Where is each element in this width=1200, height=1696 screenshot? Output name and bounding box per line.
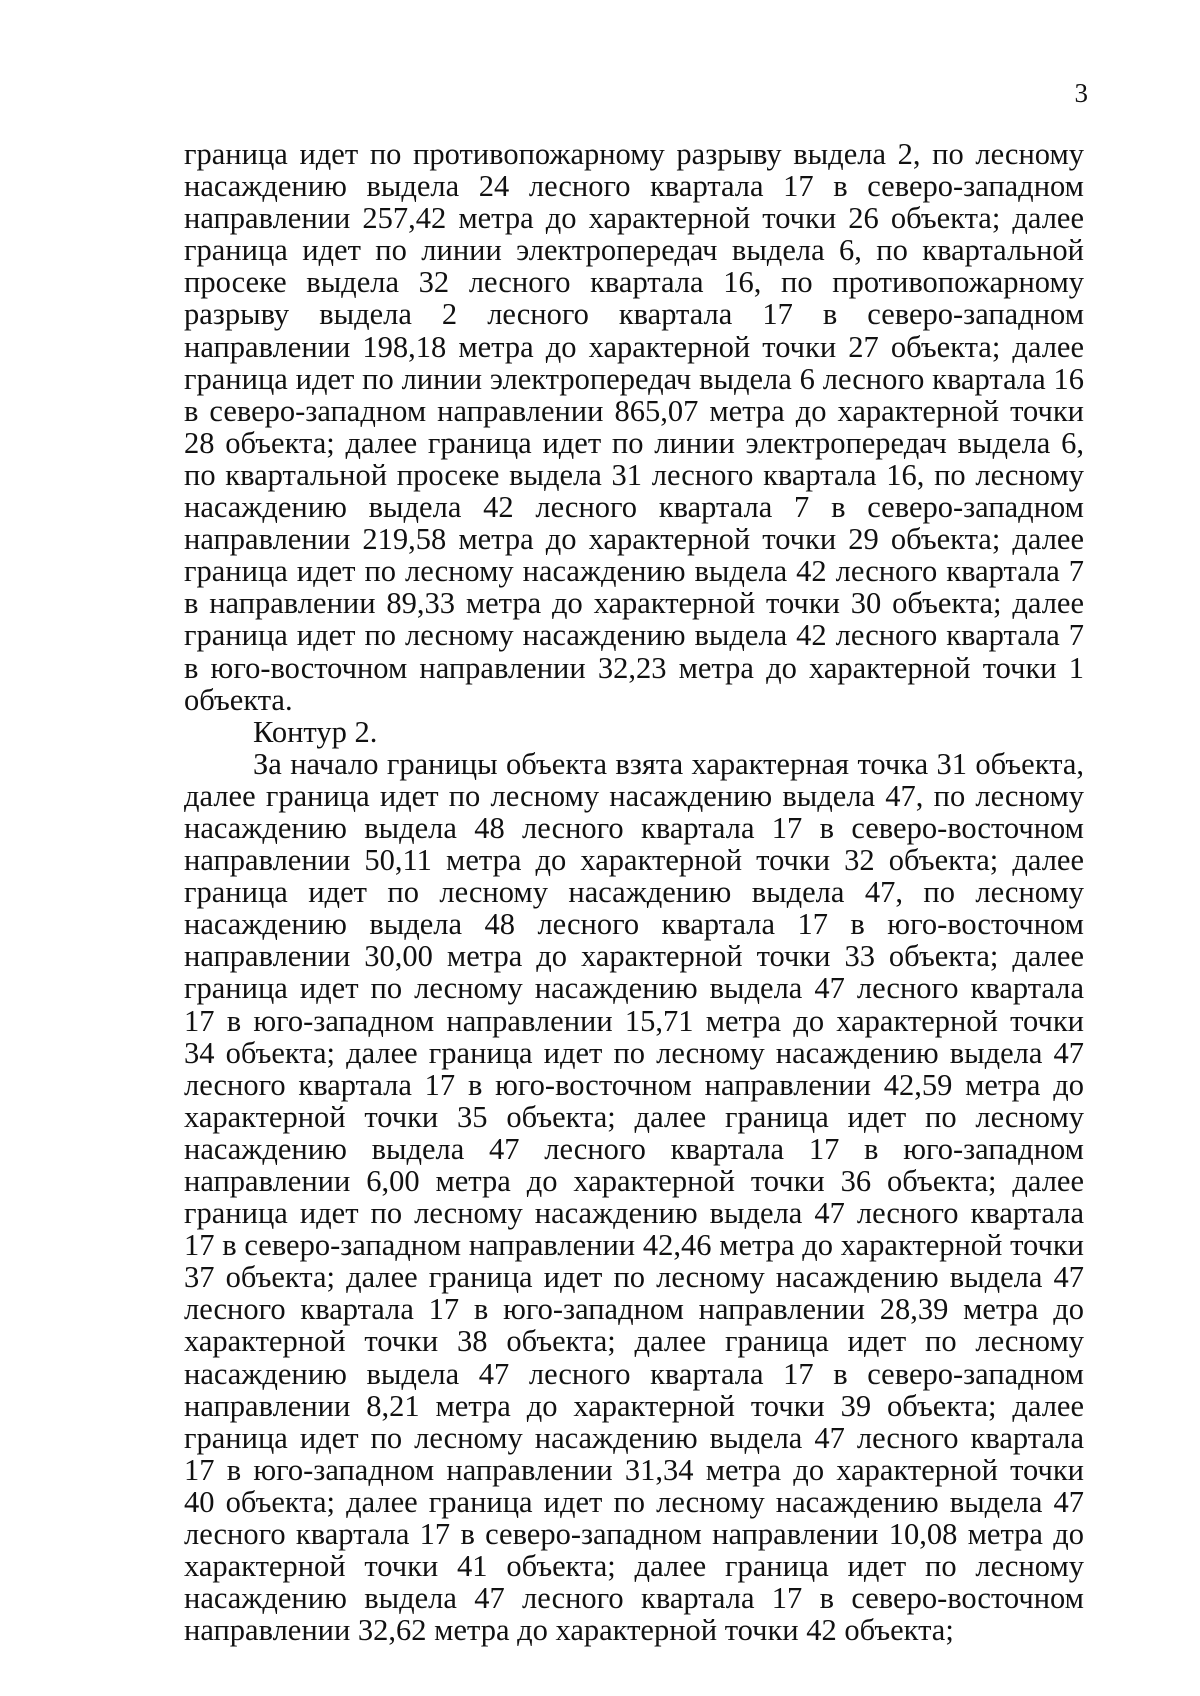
paragraph-contour-2: За начало границы объекта взята характерная точка 31 объекта, далее граница идет по лесному насаждению выдела 47, по лесному насаждению выдела 48 лесного квартала 17 в северо-восточном направлении 50,11 метра до характерной точки 32 объекта; далее граница идет по лесному насаждению выдела 47, по лесному насаждению выдела 48 лесного квартала 17 в юго-восточном направлении 30,00 метра до характерной точки 33 объекта; далее граница идет по лесному насаждению выдела 47 лесного квартала 17 в юго-западном направлении 15,71 метра до характерной точки 34 объекта; далее граница идет по лесному насаждению выдела 47 лесного квартала 17 в юго-восточном направлении 42,59 метра до характерной точки 35 объекта; далее граница идет по лесному насаждению выдела 47 лесного квартала 17 в юго-западном направлении 6,00 метра до характерной точки 36 объекта; далее граница идет по лесному насаждению выдела 47 лесного квартала 17 в северо-западном направлении 42,46 метра до характерной точки 37 объекта; далее граница идет по лесному насаждению выдела 47 лесного квартала 17 в юго-западном направлении 28,39 метра до характерной точки 38 объекта; далее граница идет по лесному насаждению выдела 47 лесного квартала 17 в северо-западном направлении 8,21 метра до характерной точки 39 объекта; далее граница идет по лесному насаждению выдела 47 лесного квартала 17 в юго-западном направлении 31,34 метра до характерной точки 40 объекта; далее граница идет по лесному насаждению выдела 47 лесного квартала 17 в северо-западном направлении 10,08 метра до характерной точки 41 объекта; далее граница идет по лесному насаждению выдела 47 лесного квартала 17 в северо-восточном направлении 32,62 метра до характерной точки 42 объекта; xyxy=(184,746,1084,1648)
paragraph-continuation: граница идет по противопожарному разрыву выдела 2, по лесному насаждению выдела 24 лесного квартала 17 в северо-западном направлении 257,42 метра до характерной точки 26 объекта; далее граница идет по линии электропередач выдела 6, по квартальной просеке выдела 32 лесного квартала 16, по противопожарному разрыву выдела 2 лесного квартала 17 в северо-западном направлении 198,18 метра до характерной точки 27 объекта; далее граница идет по линии электропередач выдела 6 лесного квартала 16 в северо-западном направлении 865,07 метра до характерной точки 28 объекта; далее граница идет по линии электропередач выдела 6, по квартальной просеке выдела 31 лесного квартала 16, по лесному насаждению выдела 42 лесного квартала 7 в северо-западном направлении 219,58 метра до характерной точки 29 объекта; далее граница идет по лесному насаждению выдела 42 лесного квартала 7 в направлении 89,33 метра до характерной точки 30 объекта; далее граница идет по лесному насаждению выдела 42 лесного квартала 7 в юго-восточном направлении 32,23 метра до характерной точки 1 объекта. xyxy=(184,137,1084,717)
page-number: 3 xyxy=(1074,78,1088,108)
contour-heading: Контур 2. xyxy=(253,714,378,749)
document-body xyxy=(184,138,1084,1646)
